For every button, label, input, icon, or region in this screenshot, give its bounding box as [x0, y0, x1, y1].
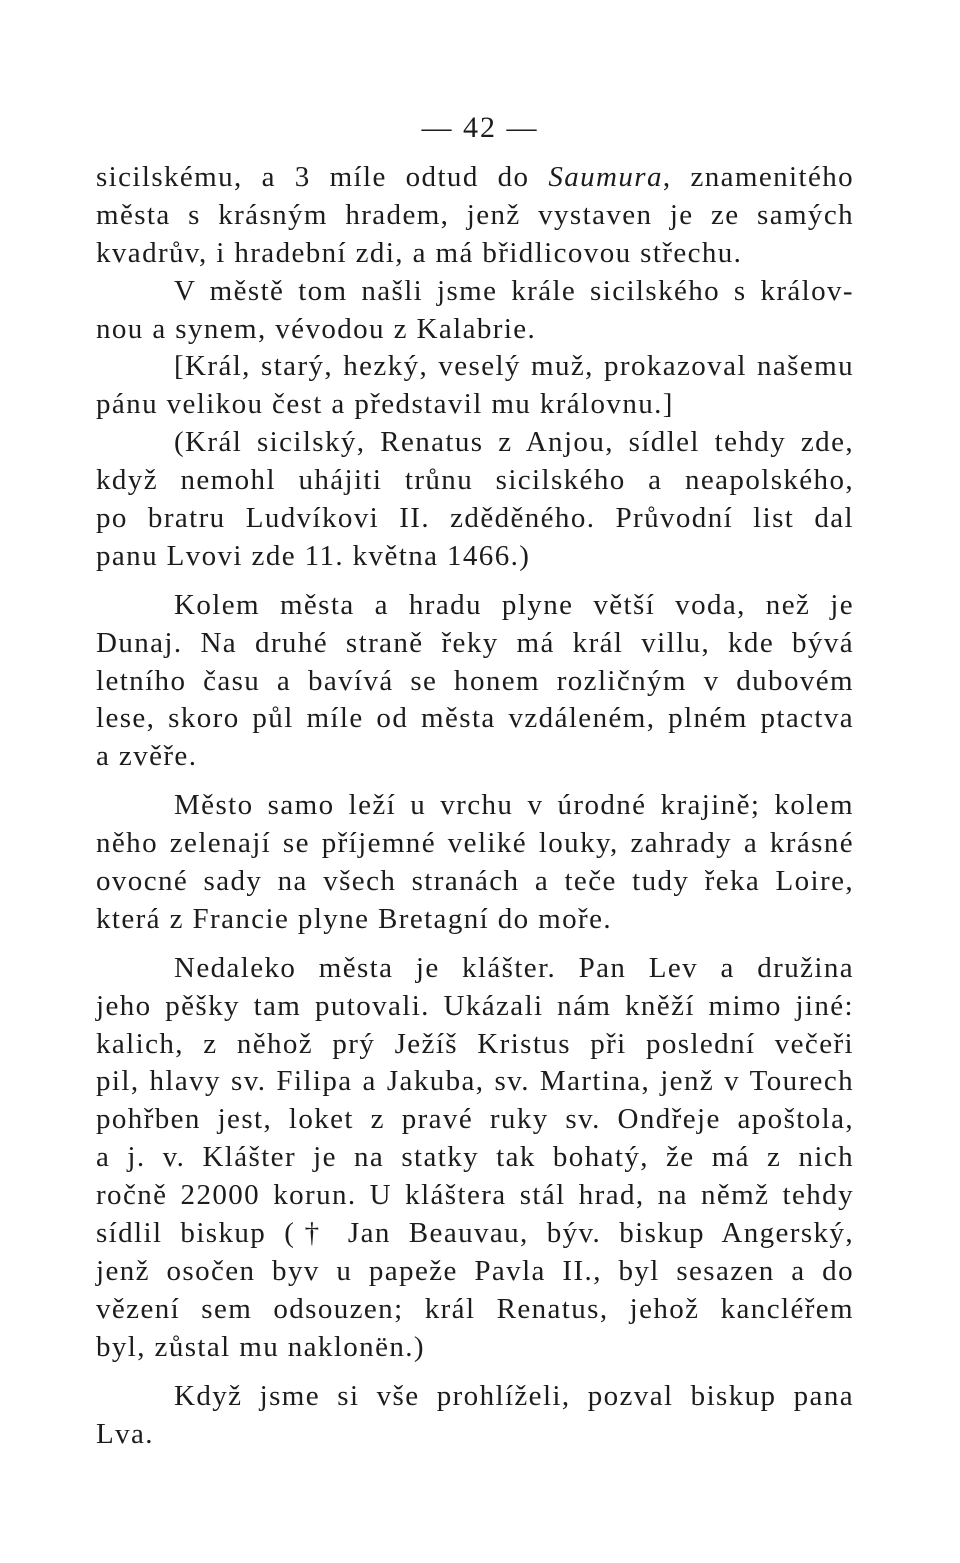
text-line: kvadrův, i hradební zdi, a má břidlicovou střechu. [96, 236, 743, 269]
text-line: pohřben jest, loket z pravé ruky sv. Ondřeje apoštola, [96, 1103, 854, 1136]
text-line: pánu velikou čest a představil mu královnu.] [96, 388, 674, 421]
text-line: panu Lvovi zde 11. května 1466.) [96, 539, 531, 572]
text-line: sídlil biskup († Jan Beauvau, býv. biskup Angerský, [96, 1217, 854, 1250]
body-text [96, 159, 854, 1453]
text-line: pil, hlavy sv. Filipa a Jakuba, sv. Martina, jenž v Tourech [96, 1065, 854, 1098]
page-number: — 42 — [421, 111, 539, 144]
text-line: [Král, starý, hezký, veselý muž, prokazoval našemu [174, 350, 854, 383]
text-line: a j. v. Klášter je na statky tak bohatý, že má z nich [96, 1141, 854, 1174]
text-line: Nedaleko města je klášter. Pan Lev a družina [174, 951, 854, 984]
text-line: vězení sem odsouzen; král Renatus, jehož kancléřem [96, 1292, 854, 1325]
text-line: města s krásným hradem, jenž vystaven je ze samých [96, 198, 854, 231]
text-run: sicilskému, a 3 míle odtud do [96, 161, 549, 193]
italic-place-name: Saumura [548, 161, 663, 193]
text-line: Lva. [96, 1417, 154, 1450]
text-line: něho zelenají se příjemné veliké louky, zahrady a krásné [96, 827, 854, 860]
text-line: Kolem města a hradu plyne větší voda, než je [174, 588, 854, 621]
text-line: a zvěře. [96, 740, 198, 773]
text-line: jeho pěšky tam putovali. Ukázali nám kněží mimo jiné: [96, 989, 854, 1022]
text-run: , znamenitého [662, 161, 855, 193]
text-line: nou a synem, vévodou z Kalabrie. [96, 312, 537, 345]
text-line: ovocné sady na všech stranách a teče tudy řeka Loire, [96, 865, 854, 898]
text-line: lese, skoro půl míle od města vzdáleném, plném ptactva [96, 702, 854, 735]
text-line: Město samo leží u vrchu v úrodné krajině; kolem [174, 789, 854, 822]
text-line: Když jsme si vše prohlíželi, pozval biskup pana [174, 1379, 854, 1412]
text-line: když nemohl uhájiti trůnu sicilského a neapolského, [96, 464, 854, 497]
text-line: ročně 22000 korun. U kláštera stál hrad, na němž tehdy [96, 1179, 854, 1212]
text-line: kalich, z něhož prý Ježíš Kristus při poslední večeři [96, 1027, 854, 1060]
text-line: která z Francie plyne Bretagní do moře. [96, 902, 613, 935]
text-line: V městě tom našli jsme krále sicilského s králov- [174, 274, 854, 307]
text-line: Dunaj. Na druhé straně řeky má král villu, kde bývá [96, 626, 854, 659]
text-line: letního času a bavívá se honem rozličným v dubovém [96, 664, 854, 697]
text-line: po bratru Ludvíkovi II. zděděného. Průvodní list dal [96, 502, 854, 535]
text-line: byl, zůstal mu naklonën.) [96, 1330, 425, 1363]
text-line [96, 159, 854, 197]
text-line: jenž osočen byv u papeže Pavla II., byl sesazen a do [96, 1254, 854, 1287]
text-line: (Král sicilský, Renatus z Anjou, sídlel tehdy zde, [174, 426, 854, 459]
